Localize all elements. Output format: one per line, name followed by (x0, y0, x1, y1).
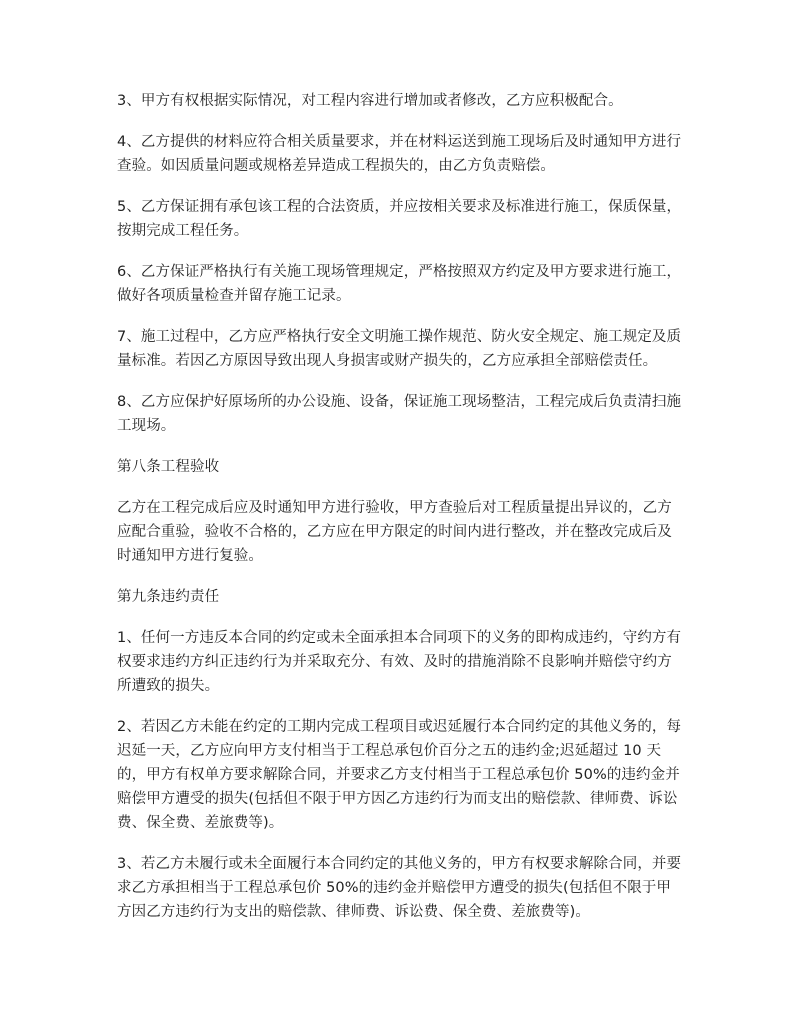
clause-6: 6、乙方保证严格执行有关施工现场管理规定，严格按照双方约定及甲方要求进行施工，做好各项质量检查并留存施工记录。 (117, 264, 682, 304)
clause-5: 5、乙方保证拥有承包该工程的合法资质，并应按相关要求及标准进行施工，保质保量，按期完成工程任务。 (117, 199, 682, 239)
article-9-clause-3: 3、若乙方未履行或未全面履行本合同约定的其他义务的，甲方有权要求解除合同，并要求乙方承担相当于工程总承包价 50%的违约金并赔偿甲方遭受的损失(包括但不限于甲方因乙方违约行为支出的赔偿款、律师费、诉讼费、保全费、差旅费等)。 (117, 856, 682, 920)
clause-3: 3、甲方有权根据实际情况，对工程内容进行增加或者修改，乙方应积极配合。 (117, 93, 623, 109)
article-9-heading: 第九条违约责任 (117, 589, 220, 605)
article-8-heading: 第八条工程验收 (117, 459, 220, 475)
clause-7: 7、施工过程中，乙方应严格执行安全文明施工操作规范、防火安全规定、施工规定及质量标准。若因乙方原因导致出现人身损害或财产损失的，乙方应承担全部赔偿责任。 (117, 329, 682, 369)
clause-4: 4、乙方提供的材料应符合相关质量要求，并在材料运送到施工现场后及时通知甲方进行查验。如因质量问题或规格差异造成工程损失的，由乙方负责赔偿。 (117, 134, 682, 174)
document-body (117, 89, 683, 941)
article-9-clause-2: 2、若因乙方未能在约定的工期内完成工程项目或迟延履行本合同约定的其他义务的，每迟延一天，乙方应向甲方支付相当于工程总承包价百分之五的违约金;迟延超过 10 天的，甲方有权单方要求解除合同，并要求乙方支付相当于工程总承包价 50%的违约金并赔偿甲方遭受的损失(包括但不限于甲方因乙方违约行为而支出的赔偿款、律师费、诉讼费、保全费、差旅费等)。 (117, 719, 682, 831)
article-8-body: 乙方在工程完成后应及时通知甲方进行验收，甲方查验后对工程质量提出异议的，乙方应配合重验，验收不合格的，乙方应在甲方限定的时间内进行整改，并在整改完成后及时通知甲方进行复验。 (117, 500, 672, 564)
clause-8: 8、乙方应保护好原场所的办公设施、设备，保证施工现场整洁，工程完成后负责清扫施工现场。 (117, 394, 682, 434)
article-9-clause-1: 1、任何一方违反本合同的约定或未全面承担本合同项下的义务的即构成违约，守约方有权要求违约方纠正违约行为并采取充分、有效、及时的措施消除不良影响并赔偿守约方所遭致的损失。 (117, 630, 682, 694)
